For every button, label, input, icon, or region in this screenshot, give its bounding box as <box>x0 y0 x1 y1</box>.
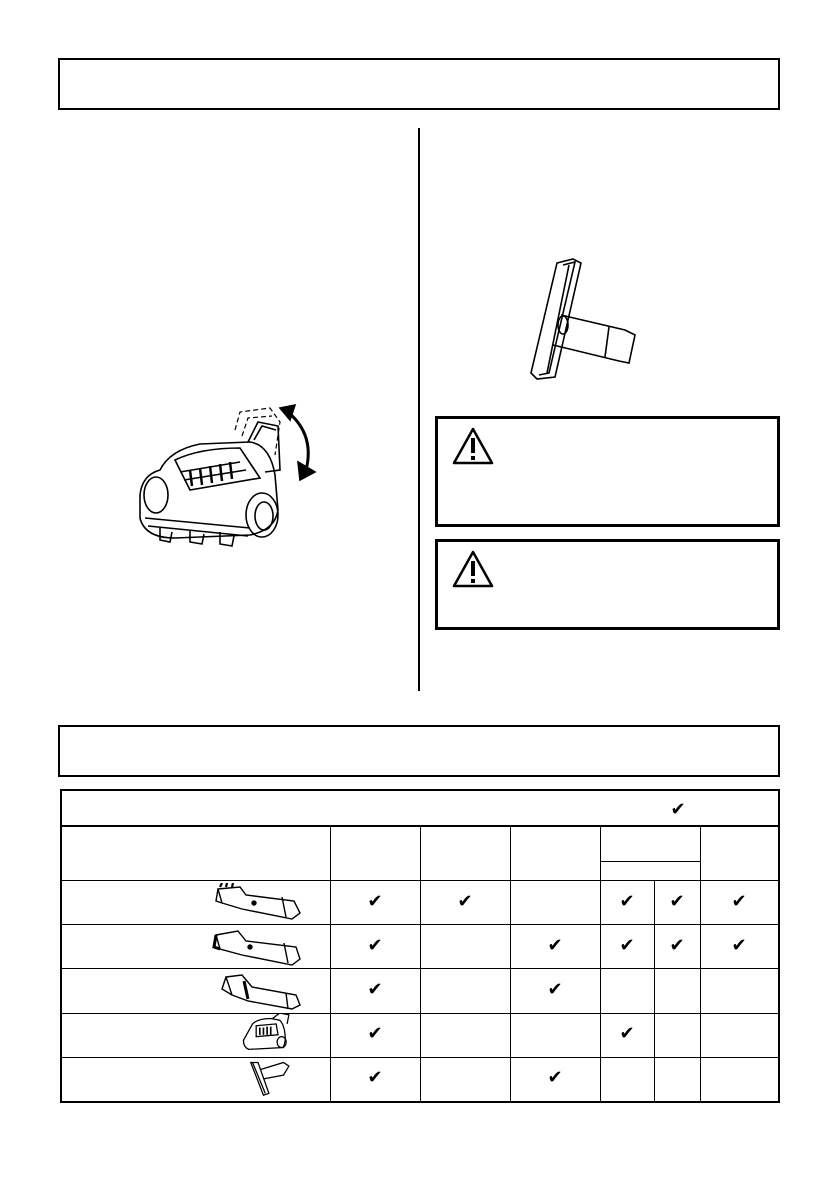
check-mark-icon: ✔ <box>619 935 635 956</box>
table-rule <box>330 825 331 1101</box>
warning-box <box>435 416 780 527</box>
check-mark-icon: ✔ <box>367 1023 383 1044</box>
check-mark-icon: ✔ <box>731 891 747 912</box>
check-mark-icon: ✔ <box>547 1067 563 1088</box>
turbo-brush-illustration <box>130 400 330 560</box>
check-mark-icon: ✔ <box>367 891 383 912</box>
check-mark-icon: ✔ <box>619 891 635 912</box>
table-rule <box>600 825 601 1101</box>
turbo-brush-icon <box>212 1013 304 1053</box>
warning-box <box>435 539 780 630</box>
check-mark-icon: ✔ <box>457 891 473 912</box>
tool-usage-table <box>60 789 780 1103</box>
dusting-brush-icon <box>212 883 304 923</box>
legend-check-mark: ✔ <box>670 799 686 820</box>
check-mark-icon: ✔ <box>547 935 563 956</box>
check-mark-icon: ✔ <box>367 979 383 1000</box>
mini-nozzle-illustration <box>525 255 655 385</box>
check-mark-icon: ✔ <box>547 979 563 1000</box>
warning-triangle-icon <box>452 550 494 588</box>
table-rule <box>700 825 701 1101</box>
check-mark-icon: ✔ <box>669 935 685 956</box>
check-mark-icon: ✔ <box>731 935 747 956</box>
check-mark-icon: ✔ <box>367 1067 383 1088</box>
table-rule <box>510 825 511 1101</box>
table-rule <box>420 825 421 1101</box>
warning-triangle-icon <box>452 427 494 465</box>
crevice-brush-icon <box>212 971 304 1011</box>
upholstery-brush-icon <box>212 927 304 967</box>
section-header-box <box>58 725 780 777</box>
check-mark-icon: ✔ <box>669 891 685 912</box>
column-divider <box>418 128 420 691</box>
check-mark-icon: ✔ <box>367 935 383 956</box>
mini-nozzle-icon <box>212 1057 304 1097</box>
check-mark-icon: ✔ <box>619 1023 635 1044</box>
table-rule <box>654 880 655 1101</box>
table-rule <box>600 861 700 862</box>
section-header-box <box>58 58 780 110</box>
